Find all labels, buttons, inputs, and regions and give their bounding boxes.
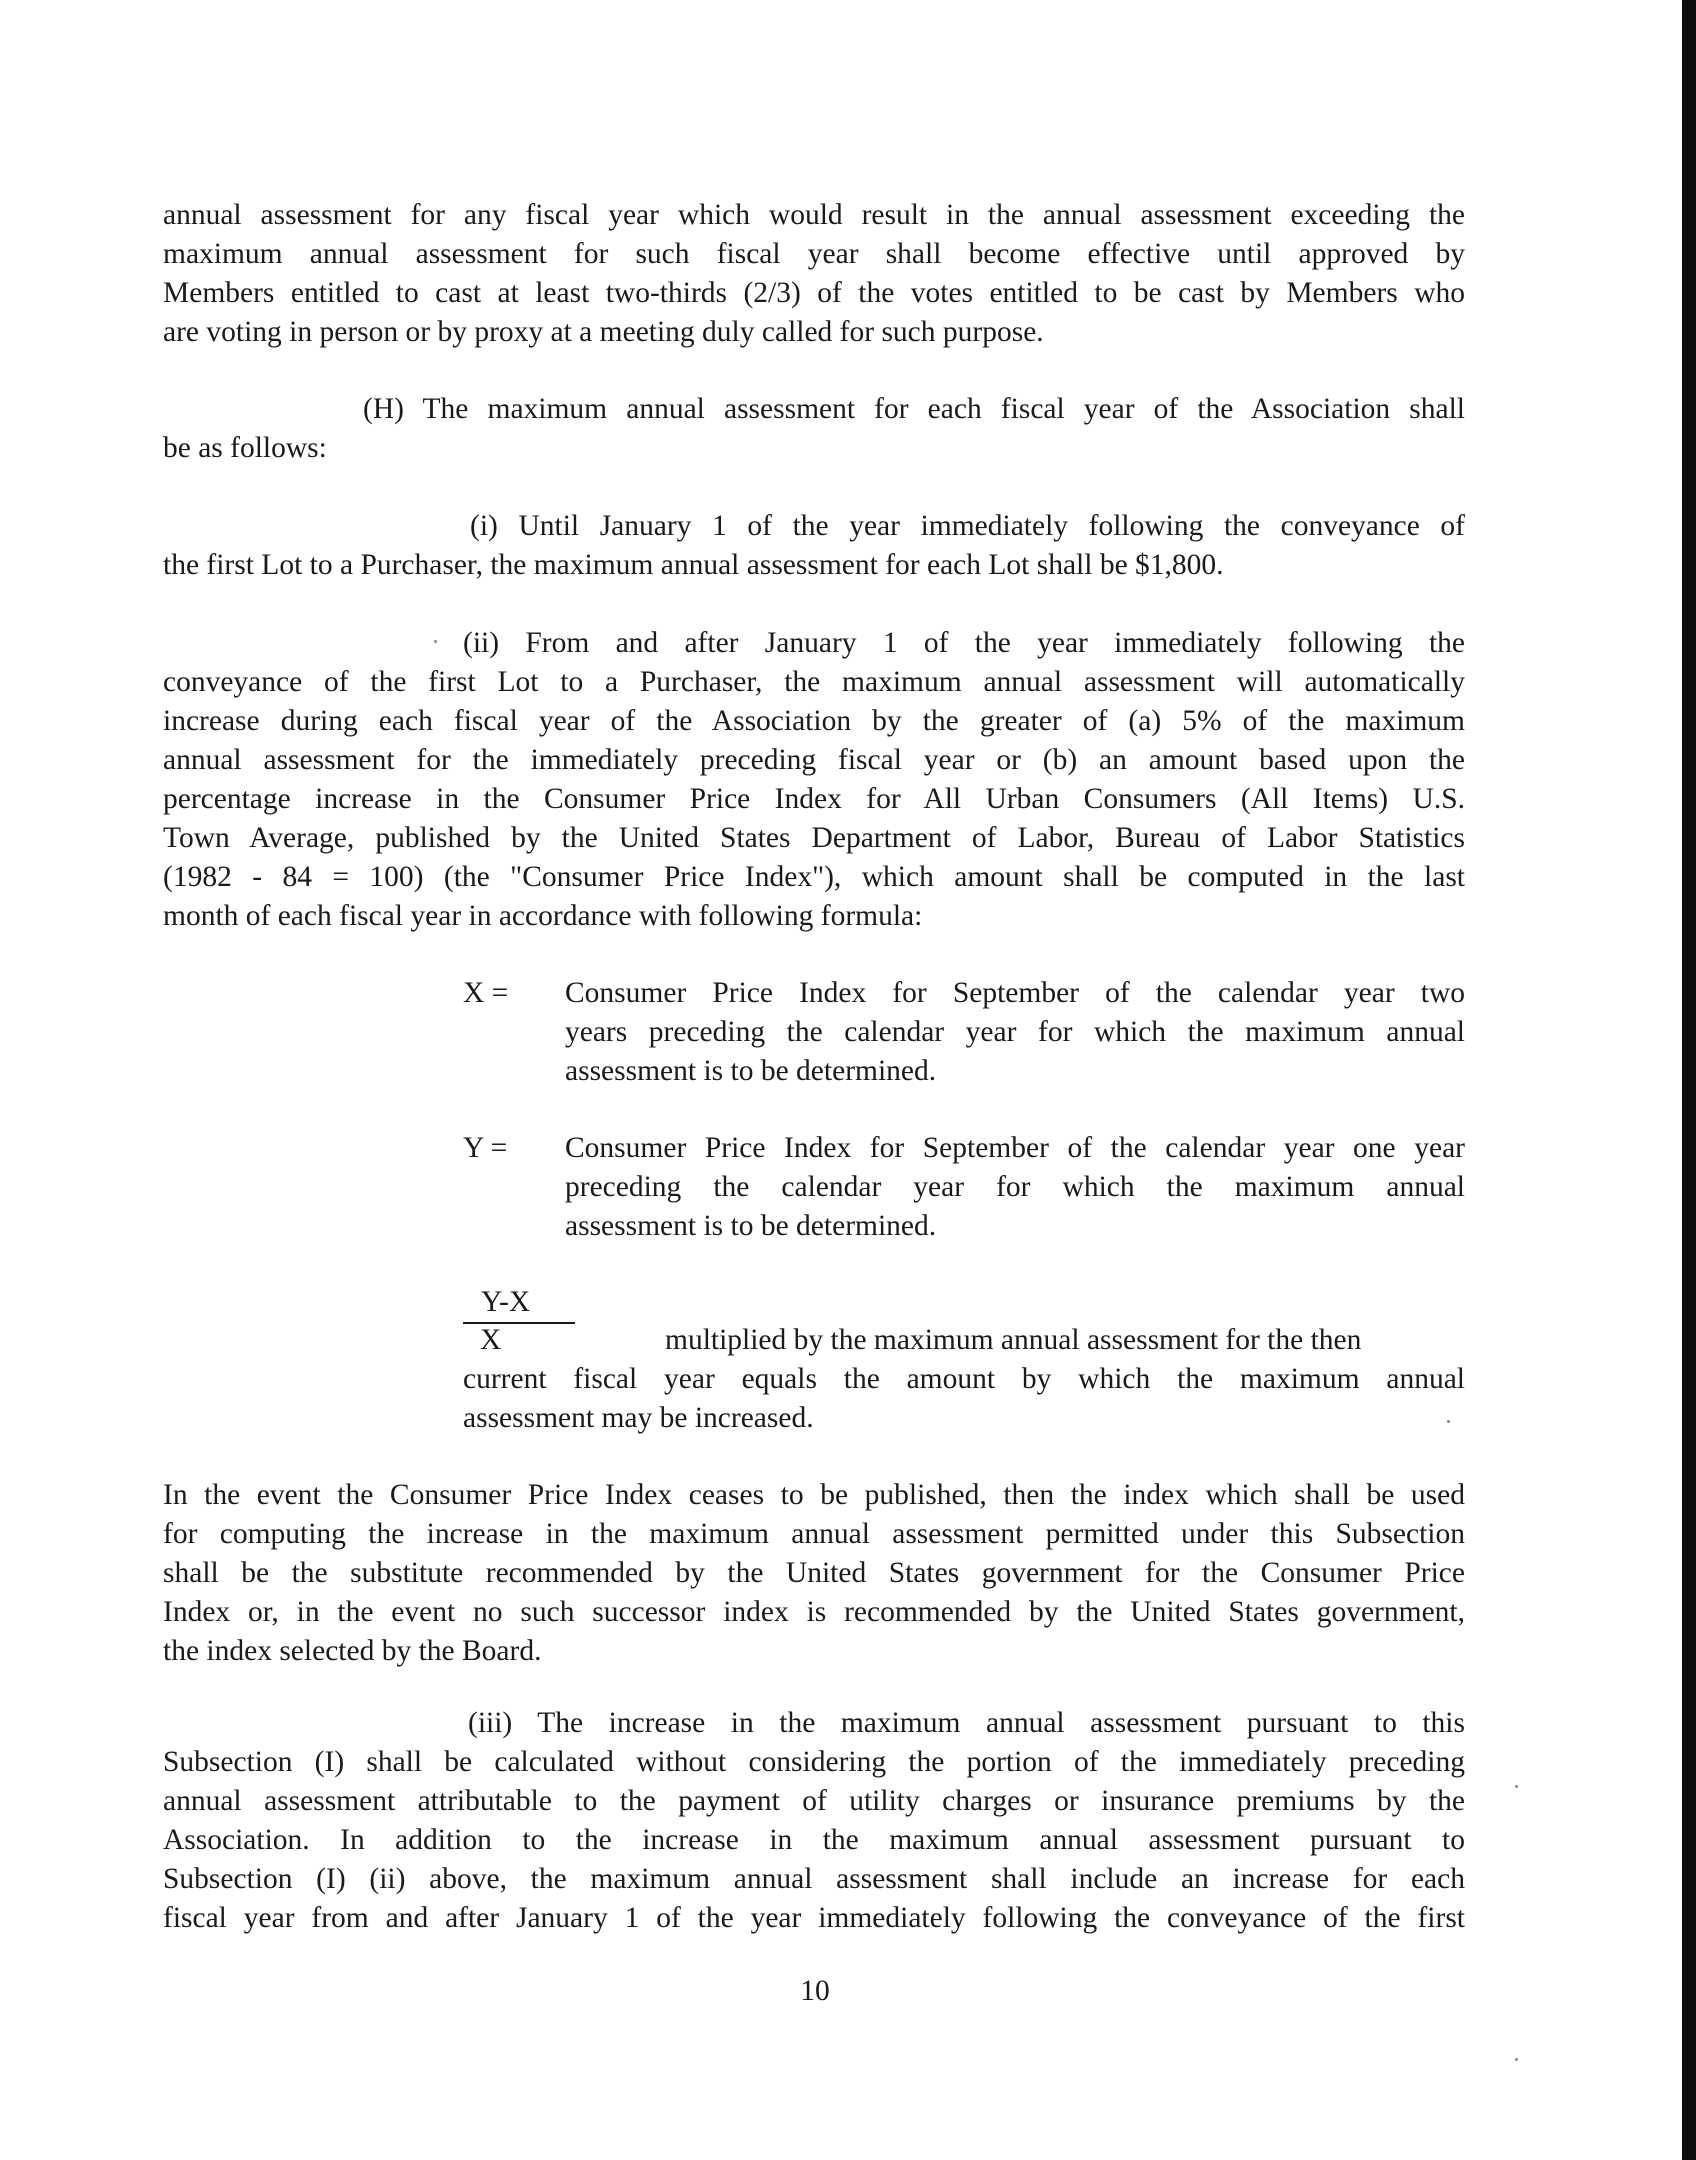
text-line: maximum annual assessment for such fiscal year shall become effective until approved by xyxy=(163,238,1465,270)
text-line: the first Lot to a Purchaser, the maximum annual assessment for each Lot shall be $1,800. xyxy=(163,549,1224,581)
text-line: for computing the increase in the maximum annual assessment permitted under this Subsection xyxy=(163,1518,1465,1550)
text-line: Index or, in the event no such successor index is recommended by the United States government, xyxy=(163,1596,1465,1628)
text-line: (ii) From and after January 1 of the year immediately following the xyxy=(463,627,1465,659)
text-line: (i) Until January 1 of the year immediately following the conveyance of xyxy=(470,510,1465,542)
scan-speck xyxy=(1447,1420,1450,1423)
paragraph-event xyxy=(163,1476,1465,1671)
text-line: multiplied by the maximum annual assessment for the then xyxy=(665,1324,1362,1356)
definition-text xyxy=(565,974,1465,1091)
text-line: years preceding the calendar year for which the maximum annual xyxy=(565,1016,1465,1048)
text-line: be as follows: xyxy=(163,432,327,464)
item-ii xyxy=(163,624,1465,936)
page-number: 10 xyxy=(800,1975,830,2007)
text-line: Consumer Price Index for September of the calendar year one year xyxy=(565,1132,1465,1164)
text-line: are voting in person or by proxy at a meeting duly called for such purpose. xyxy=(163,316,1044,348)
text-line: increase during each fiscal year of the Association by the greater of (a) 5% of the maximum xyxy=(163,705,1465,737)
text-line: Subsection (I) (ii) above, the maximum annual assessment shall include an increase for each xyxy=(163,1863,1465,1895)
text-line: the index selected by the Board. xyxy=(163,1635,542,1667)
text-line: conveyance of the first Lot to a Purchaser, the maximum annual assessment will automatically xyxy=(163,666,1465,698)
definition-x xyxy=(463,974,1465,1091)
text-line: (iii) The increase in the maximum annual assessment pursuant to this xyxy=(468,1707,1465,1739)
text-line: In the event the Consumer Price Index ceases to be published, then the index which shall be used xyxy=(163,1479,1465,1511)
text-line: annual assessment for the immediately preceding fiscal year or (b) an amount based upon the xyxy=(163,744,1465,776)
definition-y xyxy=(463,1129,1465,1246)
text-line: Association. In addition to the increase in the maximum annual assessment pursuant to xyxy=(163,1824,1465,1856)
item-i xyxy=(163,507,1465,585)
text-line: annual assessment attributable to the payment of utility charges or insurance premiums by the xyxy=(163,1785,1465,1817)
item-iii xyxy=(163,1704,1465,1938)
fraction-denominator: X xyxy=(480,1324,502,1356)
scan-speck xyxy=(1515,1785,1518,1788)
text-line: month of each fiscal year in accordance with following formula: xyxy=(163,900,923,932)
text-line: shall be the substitute recommended by the United States government for the Consumer Price xyxy=(163,1557,1465,1589)
text-line: assessment is to be determined. xyxy=(565,1055,937,1087)
text-line: preceding the calendar year for which the maximum annual xyxy=(565,1171,1465,1203)
definition-symbol: Y = xyxy=(463,1132,508,1164)
definition-text xyxy=(565,1129,1465,1246)
text-line: (1982 - 84 = 100) (the "Consumer Price Index"), which amount shall be computed in the last xyxy=(163,861,1465,893)
text-line: Subsection (I) shall be calculated without considering the portion of the immediately preceding xyxy=(163,1746,1465,1778)
scan-speck xyxy=(434,640,437,643)
text-line: Consumer Price Index for September of the calendar year two xyxy=(565,977,1465,1009)
text-line: current fiscal year equals the amount by which the maximum annual xyxy=(463,1363,1465,1395)
text-line: percentage increase in the Consumer Price Index for All Urban Consumers (All Items) U.S. xyxy=(163,783,1465,815)
text-line: assessment is to be determined. xyxy=(565,1210,937,1242)
fraction-description xyxy=(463,1321,1465,1438)
scan-speck xyxy=(1515,2058,1518,2061)
text-line: fiscal year from and after January 1 of the year immediately following the conveyance of the first xyxy=(163,1902,1465,1934)
scan-edge xyxy=(1682,0,1696,2160)
definition-symbol: X = xyxy=(463,977,509,1009)
text-line: assessment may be increased. xyxy=(463,1402,814,1434)
text-line: (H) The maximum annual assessment for each fiscal year of the Association shall xyxy=(363,393,1465,425)
fraction-numerator: Y-X xyxy=(463,1283,575,1324)
paragraph-continuation xyxy=(163,196,1465,352)
section-h xyxy=(163,390,1465,468)
text-line: Town Average, published by the United States Department of Labor, Bureau of Labor Statistics xyxy=(163,822,1465,854)
text-line: annual assessment for any fiscal year which would result in the annual assessment exceeding the xyxy=(163,199,1465,231)
text-line: Members entitled to cast at least two-thirds (2/3) of the votes entitled to be cast by Members who xyxy=(163,277,1465,309)
